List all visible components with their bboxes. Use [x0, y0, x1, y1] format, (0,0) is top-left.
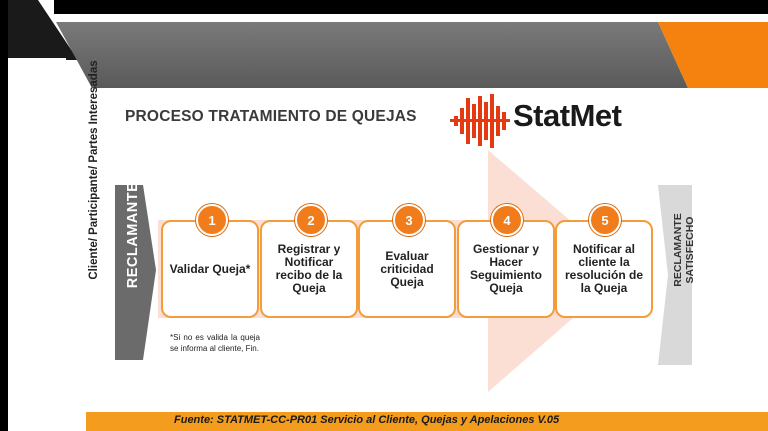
step-2-label: Registrar y Notificar recibo de la Queja: [275, 242, 343, 295]
step-4-label: Gestionar y Hacer Seguimiento Queja: [469, 242, 542, 295]
claimant-label: Cliente/ Participante/ Partes Interesadas: [88, 60, 100, 280]
step-3-badge: 3: [393, 204, 425, 236]
process-flow-arrow: [8, 0, 768, 431]
step-4-badge: 4: [491, 204, 523, 236]
claimant-tag: RECLAMANTE: [125, 181, 141, 289]
satisfied-claimant-tag: RECLAMANTE SATISFECHO: [672, 213, 696, 287]
slide: [8, 0, 768, 431]
validation-note: *Si no es valida la queja se informa al cliente, Fin.: [170, 333, 260, 353]
source-footer: Fuente: STATMET-CC-PR01 Servicio al Cliente, Quejas y Apelaciones V.05: [174, 414, 560, 426]
step-1-label: Validar Queja*: [169, 261, 251, 276]
step-5-label: Notificar al cliente la resolución de la Queja: [564, 242, 644, 295]
logo-text: StatMet: [513, 98, 622, 133]
step-2-badge: 2: [295, 204, 327, 236]
step-3-label: Evaluar criticidad Queja: [380, 248, 434, 289]
step-1-badge: 1: [196, 204, 228, 236]
page-title: PROCESO TRATAMIENTO DE QUEJAS: [125, 108, 417, 125]
step-5-badge: 5: [589, 204, 621, 236]
